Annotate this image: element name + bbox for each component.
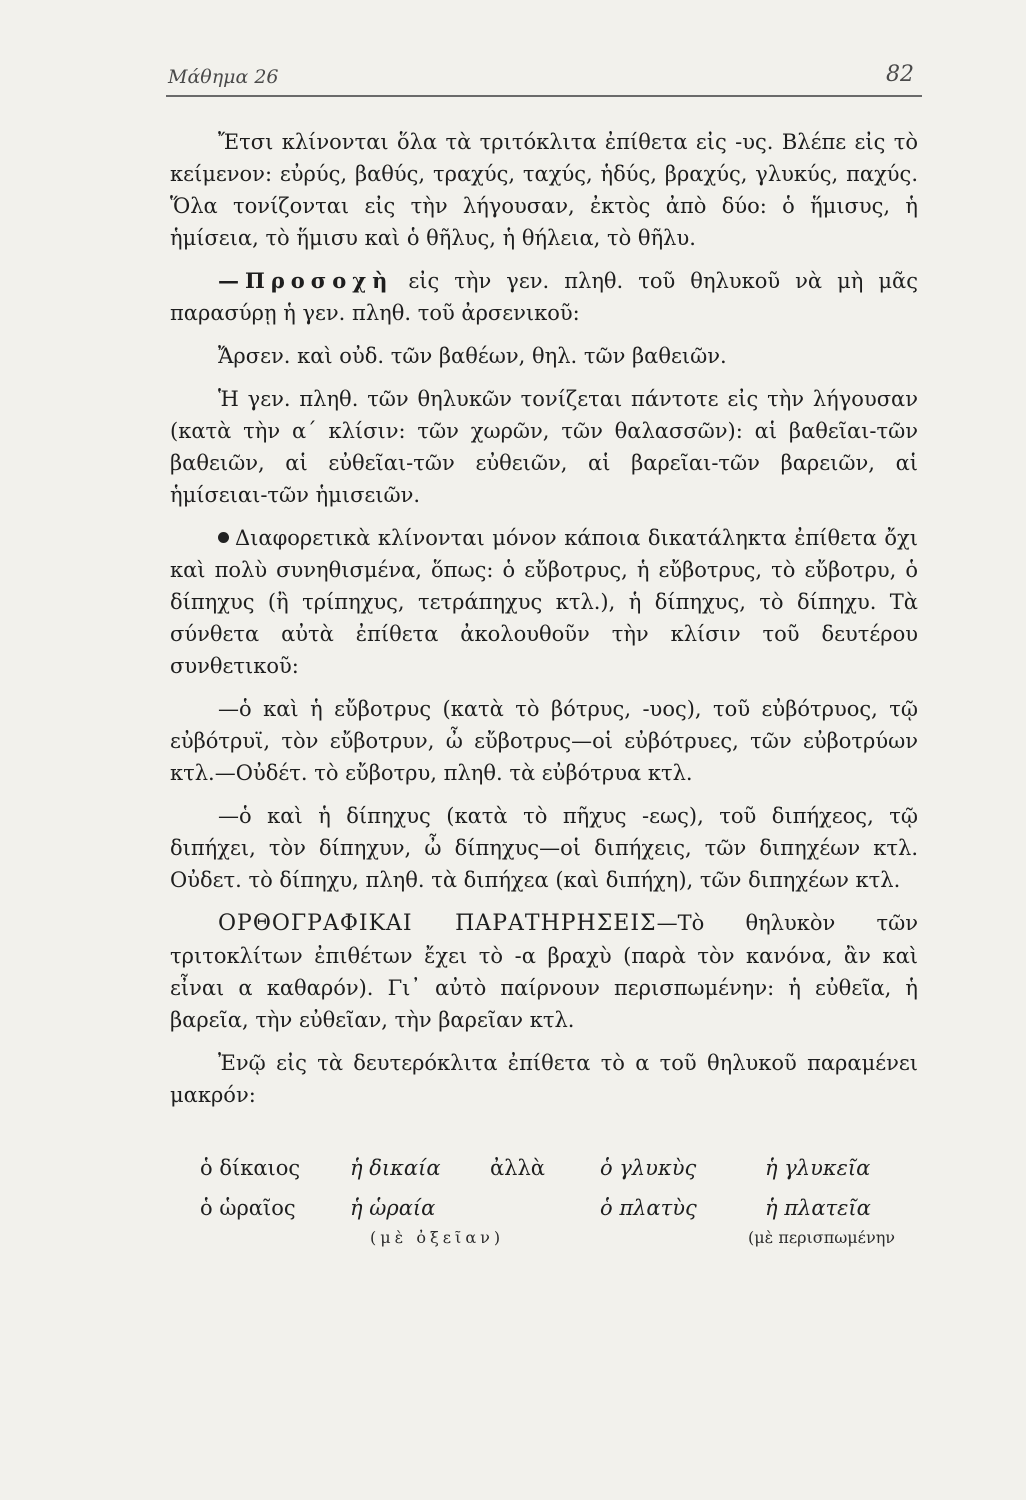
table-cell: ὁ πλατὺς [600,1196,697,1220]
table-cell: ἡ ὡραία [350,1196,436,1220]
paragraph-text: εἰς τὴν γεν. πληθ. τοῦ θηλυκοῦ νὰ μὴ μᾶς παρασύρῃ ἡ γεν. πληθ. τοῦ ἀρσενικοῦ: [170,269,918,325]
paragraph: Ἡ γεν. πληθ. τῶν θηλυκῶν τονίζεται πάντοτε εἰς τὴν λήγουσαν (κατὰ τὴν α΄ κλίσιν: τῶν χωρῶν, τῶν θαλασσῶν): αἱ βαθεῖαι-τῶν βαθειῶν, αἱ εὐθεῖαι-τῶν εὐθειῶν, αἱ βαρεῖαι-τῶν βαρειῶν, αἱ ἡμίσειαι-τῶν ἡμισειῶν. [170,387,918,507]
paragraph: Ἔτσι κλίνονται ὅλα τὰ τριτόκλιτα ἐπίθετα εἰς -υς. Βλέπε εἰς τὸ κείμενον: εὐρύς, βαθύς, τραχύς, ταχύς, ἡδύς, βραχύς, γλυκύς, παχύς. Ὅλα τονίζονται εἰς τὴν λήγουσαν, ἐκτὸς ἀπὸ δύο: ὁ ἥμισυς, ἡ ἡμίσεια, τὸ ἥμισυ καὶ ὁ θῆλυς, ἡ θήλεια, τὸ θῆλυ. [170,130,918,250]
header-rule [166,95,922,97]
table-cell [490,1194,600,1234]
paragraph-text: —Τὸ θηλυκὸν τῶν τριτοκλίτων ἐπιθέτων ἔχει τὸ -α βραχὺ (παρὰ τὸν κανόνα, ἂν καὶ εἶναι α καθαρόν). Γι᾿ αὐτὸ παίρνουν περισπωμένην: ἡ εὐθεῖα, ἡ βαρεῖα, τὴν εὐθεῖαν, τὴν βαρεῖαν κτλ. [170,911,919,1032]
table-cell: ἡ δικαία [350,1156,441,1180]
attention-lead: —Προσοχὴ [218,268,394,293]
page-header [168,58,920,92]
section-heading: ΟΡΘΟΓΡΑΦΙΚΑΙ ΠΑΡΑΤΗΡΗΣΕΙΣ [218,911,657,936]
table-cell: ὁ ὡραῖος [200,1196,296,1220]
paragraph-text: Διαφορετικὰ κλίνονται μόνον κάποια δικατάληκτα ἐπίθετα ὄχι καὶ πολὺ συνηθισμένα, ὅπως: ὁ εὔβοτρυς, ἡ εὔβοτρυς, τὸ εὔβοτρυ, ὁ δίπηχυς (ἢ τρίπηχυς, τετράπηχυς κτλ.), ἡ δίπηχυς, τὸ δίπηχυ. Τὰ σύνθετα αὐτὰ ἐπίθετα ἀκολουθοῦν τὴν κλίσιν τοῦ δευτέρου συνθετικοῦ: [170,526,918,678]
table-cell: ὁ γλυκὺς [600,1156,697,1180]
paragraph: —ὁ καὶ ἡ δίπηχυς (κατὰ τὸ πῆχυς -εως), τοῦ διπήχεος, τῷ διπήχει, τὸν δίπηχυν, ὦ δίπηχυς—οἱ διπήχεις, τῶν διπηχέων κτλ. Οὐδετ. τὸ δίπηχυ, πληθ. τὰ διπήχεα (καὶ διπήχη), τῶν διπηχέων κτλ. [170,804,918,892]
paragraph: —ὁ καὶ ἡ εὔβοτρυς (κατὰ τὸ βότρυς, -υος), τοῦ εὐβότρυος, τῷ εὐβότρυϊ, τὸν εὔβοτρυν, ὦ εὔβοτρυς—οἱ εὐβότρυες, τῶν εὐβοτρύων κτλ.—Οὐδέτ. τὸ εὔβοτρυ, πληθ. τὰ εὐβότρυα κτλ. [170,697,918,785]
table-cell: ἡ πλατεῖα [765,1196,871,1220]
examples-table [200,1154,920,1234]
page-number: 82 [886,62,914,87]
paragraph: Ἐνῷ εἰς τὰ δευτερόκλιτα ἐπίθετα τὸ α τοῦ θηλυκοῦ παραμένει μακρόν: [170,1051,918,1107]
table-cell: ὁ δίκαιος [200,1156,301,1180]
bullet-icon [218,532,229,543]
lesson-title: Μάθημα 26 [168,66,279,88]
note-perispomeni: (μὲ περισπωμένην [748,1228,896,1247]
page-body [170,126,918,1122]
table-cell: ἡ γλυκεῖα [765,1156,871,1180]
note-oxeia: (μὲ ὀξεῖαν) [370,1228,505,1247]
table-row [200,1154,920,1194]
paragraph-attention [170,265,918,329]
table-cell: ἀλλὰ [490,1156,545,1180]
paragraph-bulleted [170,522,918,682]
paragraph-orthography [170,907,918,1036]
paragraph: Ἄρσεν. καὶ οὐδ. τῶν βαθέων, θηλ. τῶν βαθειῶν. [218,344,727,368]
